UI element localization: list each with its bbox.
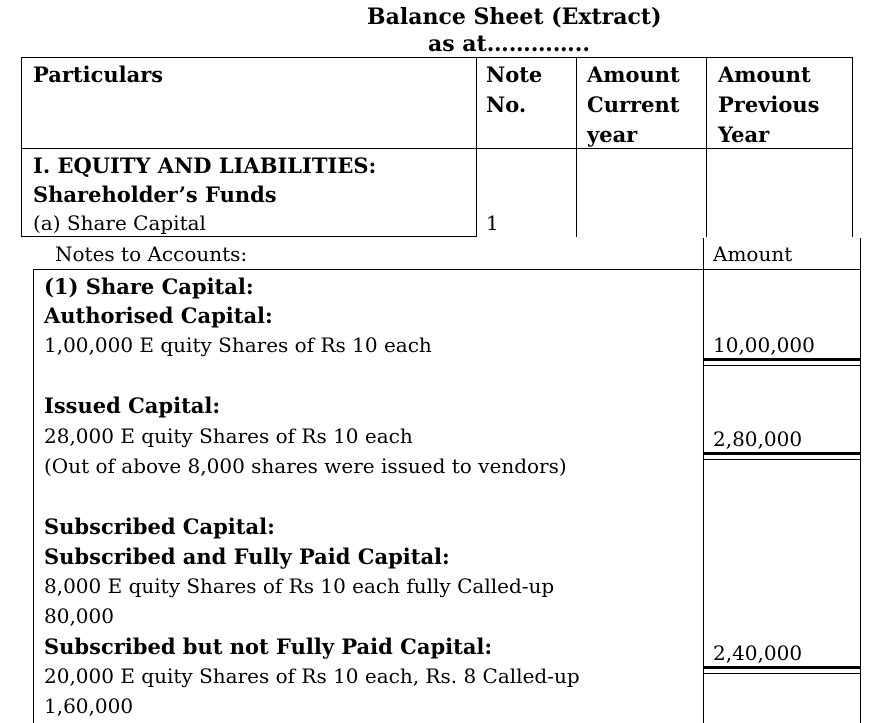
note-issued-text: 28,000 E quity Shares of Rs 10 each — [44, 424, 413, 448]
note-issued-label: Issued Capital: — [44, 393, 221, 418]
column-header-particulars: Particulars — [33, 62, 164, 87]
row-share-capital: (a) Share Capital — [33, 211, 206, 235]
column-header-previous-2: Previous — [718, 92, 820, 117]
row-share-capital-note: 1 — [486, 211, 499, 235]
notes-amount-header: Amount — [713, 242, 793, 266]
note-fully-paid-label: Subscribed and Fully Paid Capital: — [44, 544, 450, 569]
note-share-capital: (1) Share Capital: — [44, 274, 254, 299]
row-shareholders-funds: Shareholder’s Funds — [33, 182, 277, 207]
page-subtitle: as at………….. — [428, 31, 591, 57]
column-header-current-1: Amount — [587, 62, 680, 87]
column-header-current-3: year — [587, 122, 638, 147]
note-authorised-amount: 10,00,000 — [713, 333, 815, 357]
note-fully-paid-value: 80,000 — [44, 604, 114, 628]
column-header-previous-1: Amount — [718, 62, 811, 87]
note-not-fully-paid-label: Subscribed but not Fully Paid Capital: — [44, 634, 493, 659]
page-title: Balance Sheet (Extract) — [367, 4, 662, 30]
column-header-note: Note — [486, 62, 543, 87]
note-not-fully-paid-text: 20,000 E quity Shares of Rs 10 each, Rs. 8 Called-up — [44, 664, 580, 688]
note-fully-paid-text: 8,000 E quity Shares of Rs 10 each fully Called-up — [44, 574, 555, 598]
note-not-fully-paid-value: 1,60,000 — [44, 694, 134, 718]
note-authorised-label: Authorised Capital: — [44, 303, 273, 328]
note-subscribed-amount: 2,40,000 — [713, 641, 803, 665]
notes-heading: Notes to Accounts: — [55, 242, 248, 266]
note-issued-amount: 2,80,000 — [713, 427, 803, 451]
column-header-note-no: No. — [486, 92, 527, 117]
column-header-current-2: Current — [587, 92, 680, 117]
note-issued-vendors: (Out of above 8,000 shares were issued to vendors) — [44, 454, 567, 478]
row-equity-liabilities: I. EQUITY AND LIABILITIES: — [33, 153, 377, 178]
note-subscribed-label: Subscribed Capital: — [44, 514, 275, 539]
column-header-previous-3: Year — [718, 122, 770, 147]
note-authorised-text: 1,00,000 E quity Shares of Rs 10 each — [44, 333, 432, 357]
